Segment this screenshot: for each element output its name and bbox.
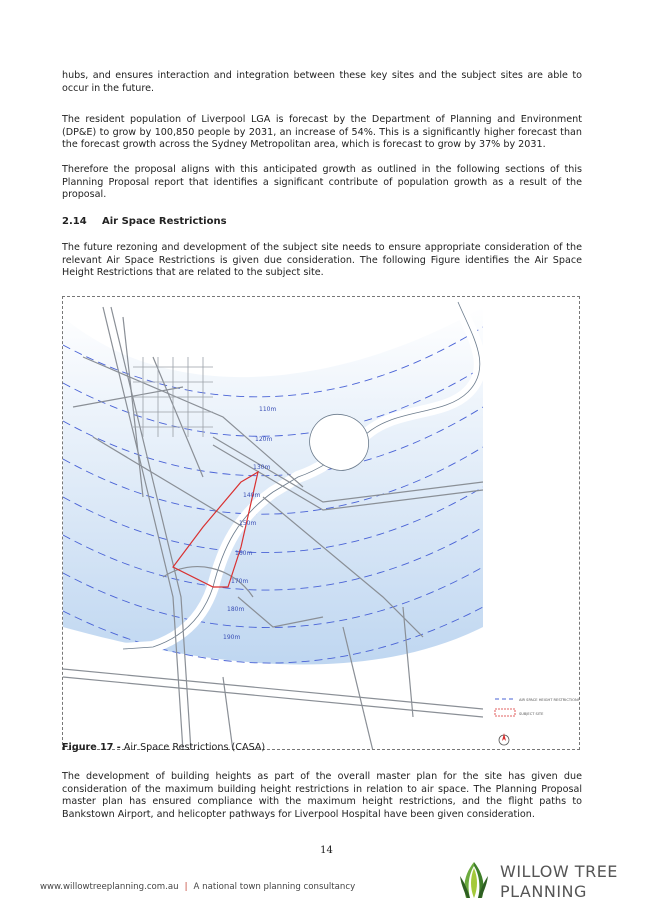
contour-label-140: 140m: [243, 492, 261, 499]
section-heading: [62, 216, 227, 227]
paragraph-section-intro: The future rezoning and development of the subject site needs to ensure appropriate consideration of the relevant Air Space Restrictions is given due consideration. The following Figure identifies the Air Space Height Restrictions that are related to the subject site.: [62, 242, 582, 279]
contour-label-120: 120m: [255, 436, 273, 443]
airspace-map-figure: [62, 296, 580, 750]
contour-label-150: 150m: [239, 520, 257, 527]
contour-label-180: 180m: [227, 606, 245, 613]
footer-tagline: A national town planning consultancy: [193, 882, 356, 892]
logo-line1: WILLOW TREE: [500, 862, 618, 881]
contour-label-170: 170m: [231, 578, 249, 585]
legend-airspace-label: AIR SPACE HEIGHT RESTRICTIONS: [519, 698, 580, 702]
map-legend: [495, 698, 580, 716]
section-title: Air Space Restrictions: [102, 216, 227, 227]
tree-icon: [452, 858, 496, 902]
paragraph-population: The resident population of Liverpool LGA is forecast by the Department of Planning and Environment (DP&E) to grow by 100,850 people by 2031, an increase of 54%. This is a significantly higher forecast than the forecast growth across the Sydney Metropolitan area, which is forecast to grow by 37% by 2031.: [62, 114, 582, 151]
contour-label-190: 190m: [223, 634, 241, 641]
logo-line2: PLANNING: [500, 882, 587, 901]
paragraph-intro: hubs, and ensures interaction and integration between these key sites and the subject sites are able to occur in the future.: [62, 70, 582, 94]
footer-website-link[interactable]: www.willowtreeplanning.com.au: [40, 882, 179, 892]
contour-label-130: 130m: [253, 464, 271, 471]
contour-label-110: 110m: [259, 406, 277, 413]
contour-label-160: 160m: [235, 550, 253, 557]
willow-tree-logo: [452, 858, 632, 904]
paragraph-growth: Therefore the proposal aligns with this anticipated growth as outlined in the following sections of this Planning Proposal report that identifies a significant contribute of population growth as a result of the proposal.: [62, 164, 582, 201]
figure-caption: [62, 742, 265, 753]
figure-caption-label: Figure 17 -: [62, 742, 121, 753]
airspace-map: [63, 297, 580, 750]
footer-separator: |: [184, 882, 188, 892]
north-arrow-icon: [499, 733, 509, 745]
paragraph-closing: The development of building heights as part of the overall master plan for the site has given due consideration of the maximum building height restrictions in relation to air space. The Planning Proposal master plan has ensured compliance with the maximum height restrictions, and the flight paths to Bankstown Airport, and helicopter pathways for Liverpool Hospital have been given consideration.: [62, 771, 582, 820]
page-number: 14: [320, 845, 333, 856]
section-number: 2.14: [62, 216, 87, 227]
figure-caption-text: Air Space Restrictions (CASA): [120, 742, 266, 753]
legend-site-label: SUBJECT SITE: [519, 712, 544, 716]
footer: [40, 882, 355, 892]
